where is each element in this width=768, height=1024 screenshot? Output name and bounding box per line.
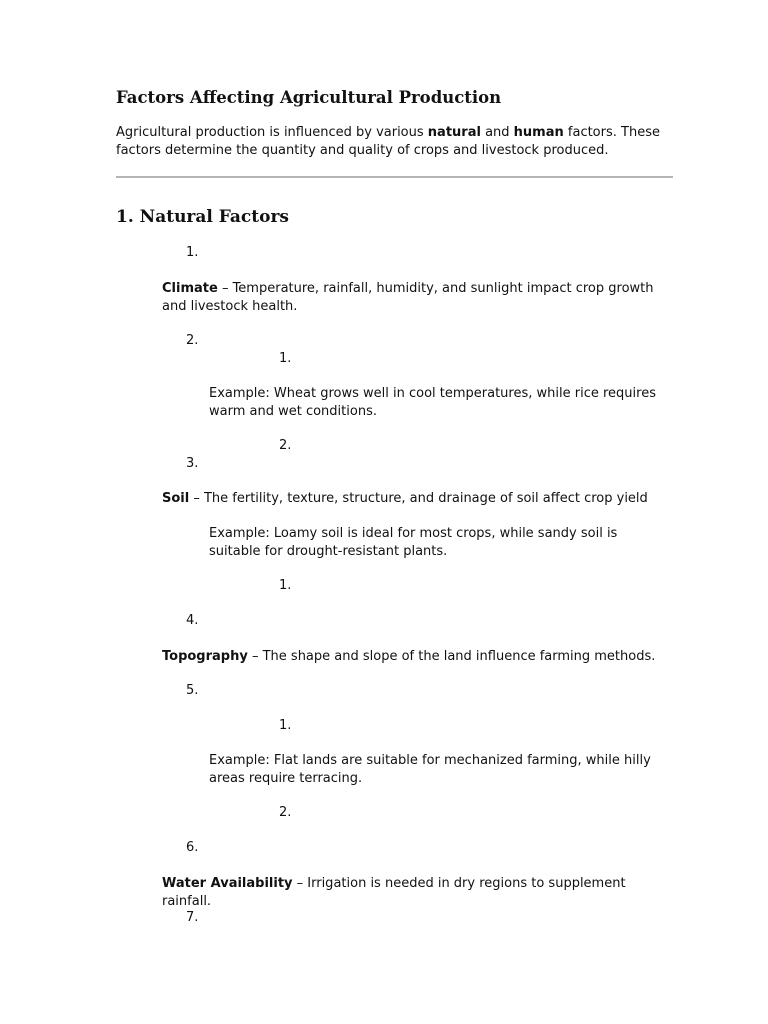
item-term: Soil <box>162 491 190 506</box>
horizontal-divider <box>116 176 673 178</box>
item-text: – The shape and slope of the land influence farming methods. <box>247 649 656 664</box>
intro-text-1: Agricultural production is influenced by various <box>116 125 428 140</box>
intro-paragraph <box>116 124 676 160</box>
list-item-topography <box>162 648 662 666</box>
list-marker-2: 2. <box>186 333 199 348</box>
section-heading: 1. Natural Factors <box>116 207 290 227</box>
item-text: – Temperature, rainfall, humidity, and sunlight impact crop growth and livestock health. <box>162 281 654 314</box>
item-term: Climate <box>162 281 218 296</box>
list-marker-6: 6. <box>186 840 199 855</box>
list-marker-4: 4. <box>186 613 199 628</box>
item-text: – The fertility, texture, structure, and drainage of soil affect crop yield <box>189 491 648 506</box>
intro-bold-human: human <box>513 125 564 140</box>
item-text: – Irrigation is needed in dry regions to supplement rainfall. <box>162 876 626 909</box>
sub-list-marker-1: 1. <box>279 718 292 733</box>
list-marker-5: 5. <box>186 683 199 698</box>
sub-list-marker-1: 1. <box>279 578 292 593</box>
list-item-soil <box>162 490 662 508</box>
intro-bold-natural: natural <box>427 125 481 140</box>
list-item-water-availability <box>162 875 662 911</box>
list-item-climate <box>162 280 662 316</box>
sub-list-marker-1: 1. <box>279 351 292 366</box>
sub-list-marker-2: 2. <box>279 438 292 453</box>
list-marker-7: 7. <box>186 910 199 925</box>
item-term: Water Availability <box>162 876 293 891</box>
intro-text-2: and <box>480 125 514 140</box>
item-term: Topography <box>162 649 248 664</box>
list-marker-3: 3. <box>186 456 199 471</box>
example-topography: Example: Flat lands are suitable for mechanized farming, while hilly areas require terracing. <box>209 753 651 786</box>
list-marker-1: 1. <box>186 245 199 260</box>
intro-text-3: factors. These factors determine the quantity and quality of crops and livestock produced. <box>116 125 660 158</box>
page-title: Factors Affecting Agricultural Production <box>116 88 502 107</box>
example-climate: Example: Wheat grows well in cool temperatures, while rice requires warm and wet conditions. <box>209 386 656 419</box>
example-soil: Example: Loamy soil is ideal for most crops, while sandy soil is suitable for drought-resistant plants. <box>209 526 618 559</box>
sub-list-marker-2: 2. <box>279 805 292 820</box>
